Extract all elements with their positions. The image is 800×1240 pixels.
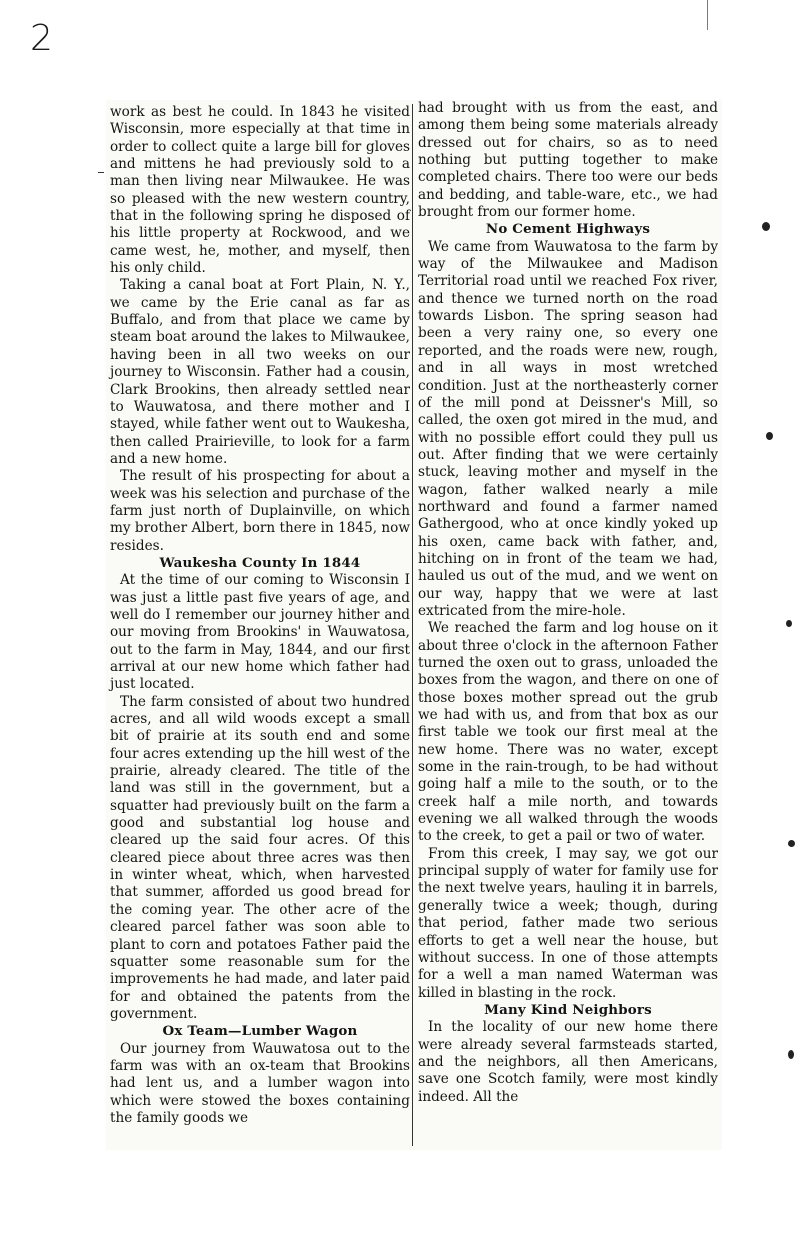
margin-tick	[98, 172, 104, 173]
right-column	[418, 100, 718, 1106]
right-paragraph-1: had brought with us from the east, and among them being some materials already dressed out for chairs, so as to need nothing but putting together to make completed chairs. There too were our beds and bedding, and table-ware, etc., we had brought from our former home.	[418, 100, 718, 221]
ink-spot	[788, 1050, 794, 1059]
heading-no-cement-highways: No Cement Highways	[485, 221, 651, 238]
right-paragraph-2: We came from Wauwatosa to the farm by way of the Milwaukee and Madison Territorial road until we reached Fox river, and thence we turned north on the road towards Lisbon. The spring season had been a very rainy one, so every one reported, and the roads were new, rough, and in all ways in most wretched condition. Just at the northeasterly corner of the mill pond at Deissner's Mill, so called, the oxen got mired in the mud, and with no possible effort could they pull us out. After finding that we were certainly stuck, leaving mother and myself in the wagon, father walked nearly a mile northward and found a farmer named Gathergood, who at once kindly yoked up his oxen, came back with father, and, hitching on in front of the team we had, hauled us out of the mud, and we went on our way, happy that we were at last extricated from the mire-hole.	[418, 238, 718, 619]
left-paragraph-2: Taking a canal boat at Fort Plain, N. Y., we came by the Erie canal as far as Buffalo, and from that place we came by steam boat around the lakes to Milwaukee, having been in all two weeks on our journey to Wisconsin. Father had a cousin, Clark Brookins, then already settled near to Wauwatosa, and there mother and I stayed, while father went out to Waukesha, then called Prairieville, to look for a farm and a new home.	[110, 277, 410, 467]
ink-spot	[786, 620, 792, 627]
left-paragraph-5: The farm consisted of about two hundred acres, and all wild woods except a small bit of prairie at its south end and some four acres extending up the hill west of the prairie, already cleared. The title of the land was still in the government, but a squatter had previously built on the farm a good and substantial log house and cleared up the said four acres. Of this cleared piece about three acres was then in winter wheat, which, when harvested that summer, afforded us good bread for the coming year. The other acre of the cleared parcel father was soon able to plant to corn and potatoes Father paid the squatter some reasonable sum for the improvements he had made, and later paid for and obtained the patents from the government.	[110, 693, 410, 1022]
page-number: 2	[30, 18, 53, 59]
ink-spot	[762, 222, 770, 231]
heading-ox-team: Ox Team—Lumber Wagon	[162, 1023, 358, 1040]
ink-spot	[788, 840, 795, 847]
ink-spot	[766, 432, 773, 440]
right-paragraph-4: From this creek, I may say, we got our principal supply of water for family use for the next twelve years, hauling it in barrels, generally twice a week; though, during that period, father made two serious efforts to get a well near the house, but without success. In one of those attempts for a well a man named Waterman was killed in blasting in the rock.	[418, 845, 718, 1001]
column-divider	[412, 104, 413, 1146]
heading-many-kind-neighbors: Many Kind Neighbors	[484, 1001, 652, 1018]
left-column	[110, 104, 410, 1127]
margin-rule	[707, 0, 708, 30]
right-paragraph-5: In the locality of our new home there were already several farmsteads started, and the neighbors, all then Americans, save one Scotch family, were most kindly indeed. All the	[418, 1019, 718, 1105]
newspaper-clipping	[106, 100, 722, 1150]
right-paragraph-3: We reached the farm and log house on it about three o'clock in the afternoon Father turned the oxen out to grass, unloaded the boxes from the wagon, and there on one of those boxes mother spread out the grub we had with us, and from that box as our first table we took our first meal at the new home. There was no water, except some in the rain-trough, to be had without going half a mile to the south, or to the creek half a mile north, and towards evening we all walked through the woods to the creek, to get a pail or two of water.	[418, 620, 718, 845]
left-paragraph-3: The result of his prospecting for about a week was his selection and purchase of the farm just north of Duplainville, on which my brother Albert, born there in 1845, now resides.	[110, 468, 410, 554]
left-paragraph-4: At the time of our coming to Wisconsin I was just a little past five years of age, and well do I remember our journey hither and our moving from Brookins' in Wauwatosa, out to the farm in May, 1844, and our first arrival at our new home which father had just located.	[110, 572, 410, 693]
left-paragraph-6: Our journey from Wauwatosa out to the farm was with an ox-team that Brookins had lent us, and a lumber wagon into which were stowed the boxes containing the family goods we	[110, 1040, 410, 1126]
heading-waukesha-county: Waukesha County In 1844	[159, 554, 361, 571]
left-paragraph-1: work as best he could. In 1843 he visited Wisconsin, more especially at that time in order to collect quite a large bill for gloves and mittens he had previously sold to a man then living near Milwaukee. He was so pleased with the new western country, that in the following spring he disposed of his little property at Rockwood, and we came west, he, mother, and myself, then his only child.	[110, 104, 410, 277]
